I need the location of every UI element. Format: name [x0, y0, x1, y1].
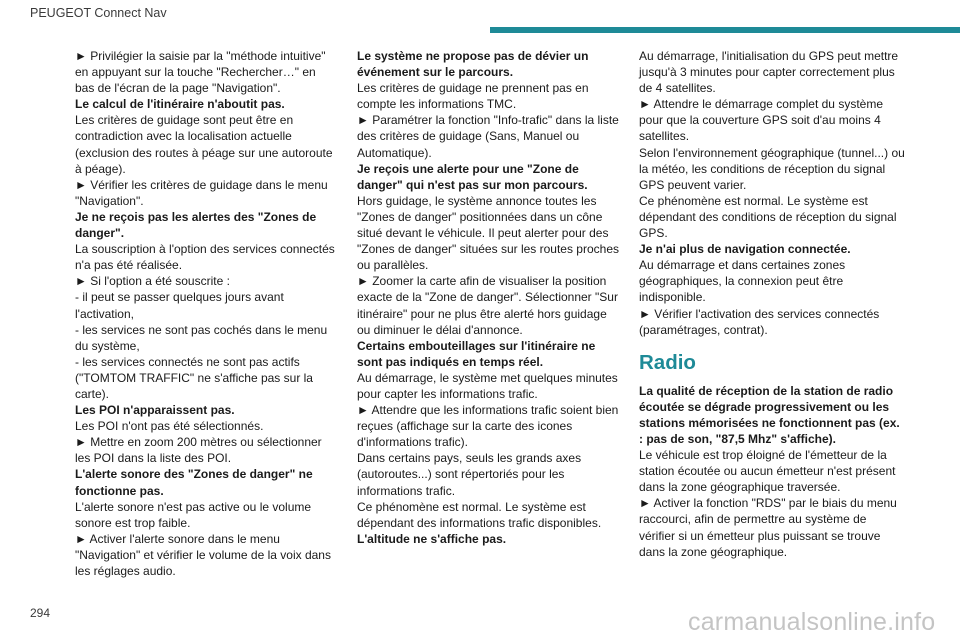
issue-heading: Les POI n'apparaissent pas.	[75, 403, 235, 418]
paragraph: - les services connectés ne sont pas actifs ("TOMTOM TRAFFIC" ne s'affiche pas sur la carte).	[75, 354, 313, 401]
paragraph: Hors guidage, le système annonce toutes les "Zones de danger" positionnées dans un cône situé devant le véhicule. Il peut alerter pour des "Zones de danger" situées sur les routes proches ou parallèles.	[357, 193, 619, 273]
paragraph: ► Activer l'alerte sonore dans le menu "Navigation" et vérifier le volume de la voix dans les réglages audio.	[75, 531, 331, 578]
paragraph: Selon l'environnement géographique (tunnel...) ou la météo, les conditions de réception du signal GPS peuvent varier.	[639, 145, 905, 192]
paragraph: - les services ne sont pas cochés dans le menu du système,	[75, 322, 328, 353]
column-1	[75, 48, 337, 579]
issue-heading: Le système ne propose pas de dévier un événement sur le parcours.	[357, 49, 589, 80]
paragraph: - il peut se passer quelques jours avant l'activation,	[75, 290, 284, 321]
paragraph: Au démarrage, l'initialisation du GPS peut mettre jusqu'à 3 minutes pour capter correctement plus de 4 satellites.	[639, 49, 899, 96]
paragraph: ► Mettre en zoom 200 mètres ou sélectionner les POI dans la liste des POI.	[75, 435, 322, 466]
paragraph: ► Activer la fonction "RDS" par le biais du menu raccourci, afin de permettre au système de vérifier si un émetteur plus puissant se trouve dans la zone géographique.	[639, 496, 897, 559]
paragraph: ► Privilégier la saisie par la "méthode intuitive" en appuyant sur la touche "Rechercher…" en bas de l'écran de la page "Navigation".	[75, 49, 326, 96]
paragraph: La souscription à l'option des services connectés n'a pas été réalisée.	[75, 242, 335, 273]
paragraph: Les critères de guidage ne prennent pas en compte les informations TMC.	[357, 81, 589, 112]
paragraph: ► Si l'option a été souscrite :	[75, 274, 230, 289]
section-title: Radio	[639, 350, 696, 374]
paragraph: ► Paramétrer la fonction "Info-trafic" dans la liste des critères de guidage (Sans, Manuel ou Automatique).	[357, 113, 619, 160]
issue-heading: Je ne reçois pas les alertes des "Zones de danger".	[75, 209, 317, 241]
paragraph: Au démarrage et dans certaines zones géographiques, la connexion peut être indisponible.	[639, 258, 846, 305]
paragraph: ► Zoomer la carte afin de visualiser la position exacte de la "Zone de danger". Sélectionner "Sur itinéraire" pour ne plus être alerté hors guidage ou diminuer le délai d'annonce.	[357, 274, 618, 337]
issue-heading: Certains embouteillages sur l'itinéraire ne sont pas indiqués en temps réel.	[357, 338, 596, 369]
header-accent-bar	[490, 27, 960, 33]
paragraph: ► Attendre que les informations trafic soient bien reçues (affichage sur la carte des icones d'informations trafic).	[357, 403, 619, 450]
paragraph: Les POI n'ont pas été sélectionnés.	[75, 419, 264, 434]
header-title: PEUGEOT Connect Nav	[30, 6, 167, 20]
issue-heading: Je n'ai plus de navigation connectée.	[639, 242, 851, 257]
paragraph: ► Vérifier les critères de guidage dans le menu "Navigation".	[75, 177, 328, 208]
issue-heading: Le calcul de l'itinéraire n'aboutit pas.	[75, 97, 285, 112]
watermark: carmanualsonline.info	[688, 608, 936, 636]
page-number: 294	[30, 606, 51, 620]
issue-heading: Je reçois une alerte pour une "Zone de danger" qui n'est pas sur mon parcours.	[357, 161, 588, 192]
column-2	[357, 48, 619, 547]
paragraph: Les critères de guidage sont peut être en contradiction avec la localisation actuelle (exclusion des routes à péage sur une autoroute à péage).	[75, 113, 333, 176]
issue-heading: L'altitude ne s'affiche pas.	[357, 531, 507, 546]
paragraph: Au démarrage, le système met quelques minutes pour capter les informations trafic.	[357, 370, 618, 401]
paragraph: Ce phénomène est normal. Le système est dépendant des informations trafic disponibles.	[357, 499, 602, 530]
paragraph: ► Attendre le démarrage complet du système pour que la couverture GPS soit d'au moins 4 satellites.	[639, 97, 883, 144]
paragraph: Le véhicule est trop éloigné de l'émetteur de la station écoutée ou aucun émetteur n'est présent dans la zone géographique traversée.	[639, 448, 896, 495]
issue-heading: L'alerte sonore des "Zones de danger" ne fonctionne pas.	[75, 467, 313, 498]
paragraph: L'alerte sonore n'est pas active ou le volume sonore est trop faible.	[75, 499, 312, 530]
paragraph: Ce phénomène est normal. Le système est dépendant des conditions de réception du signal GPS.	[639, 193, 897, 241]
paragraph: Dans certains pays, seuls les grands axes (autoroutes...) sont répertoriés pour les informations trafic.	[357, 451, 582, 498]
paragraph: ► Vérifier l'activation des services connectés (paramétrages, contrat).	[639, 306, 880, 337]
column-3	[639, 48, 905, 560]
issue-heading: La qualité de réception de la station de radio écoutée se dégrade progressivement ou les stations mémorisées ne fonctionnent pas (ex. : pas de son, "87,5 Mhz" s'affiche).	[639, 383, 900, 446]
